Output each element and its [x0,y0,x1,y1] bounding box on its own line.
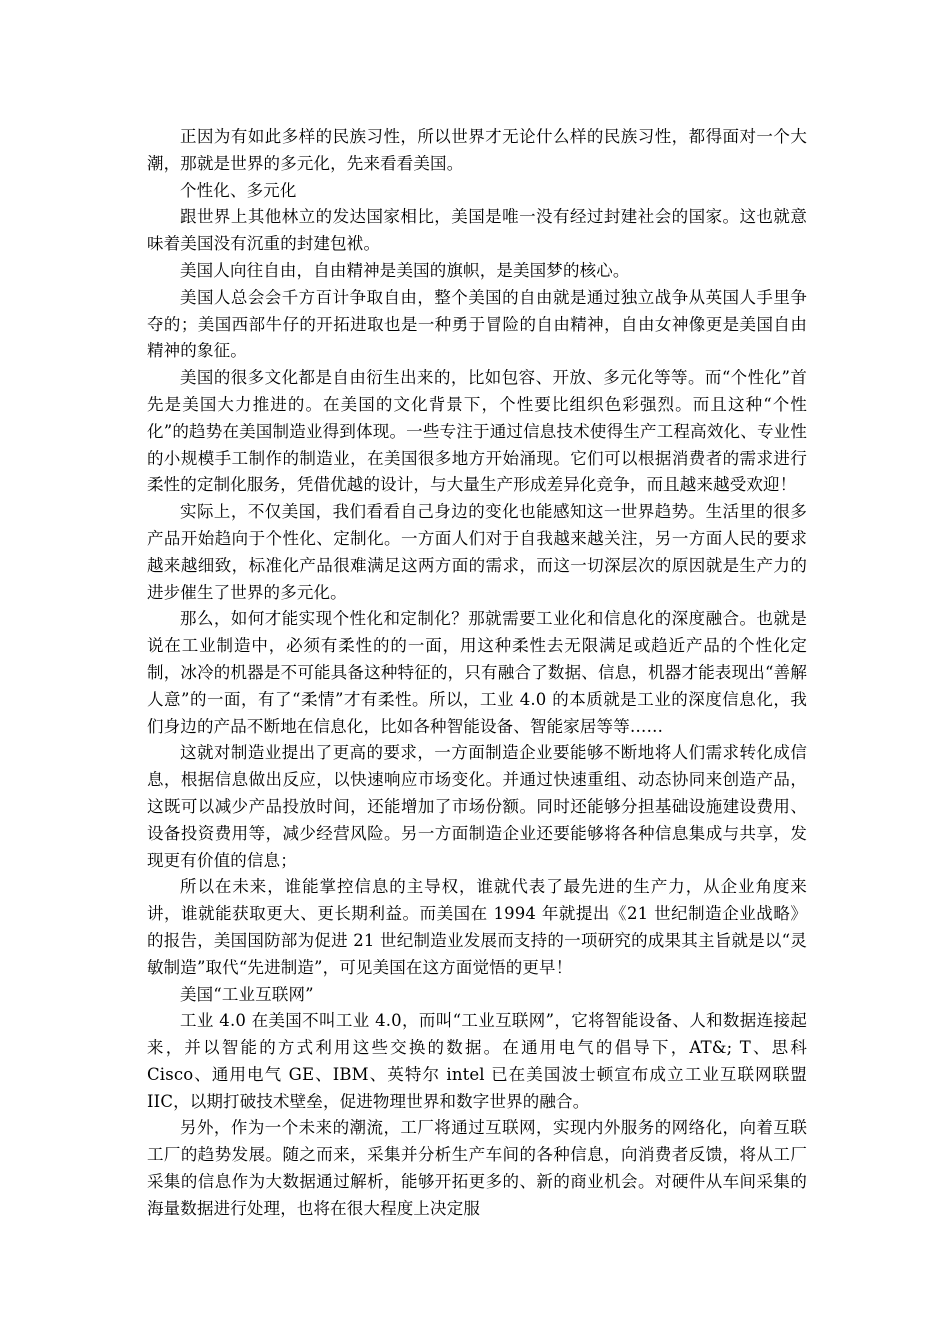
paragraph: 美国人向往自由，自由精神是美国的旗帜，是美国梦的核心。 [180,260,630,280]
paragraph: 正因为有如此多样的民族习性，所以世界才无论什么样的民族习性，都得面对一个大潮，那就是世界的多元化，先来看看美国。 [147,127,807,173]
paragraph: 跟世界上其他林立的发达国家相比，美国是唯一没有经过封建社会的国家。这也就意味着美国没有沉重的封建包袱。 [147,207,807,254]
paragraph: 美国人总会会千方百计争取自由，整个美国的自由就是通过独立战争从英国人手里争夺的；美国西部牛仔的开拓进取也是一种勇于冒险的自由精神，自由女神像更是美国自由精神的象征。 [147,287,807,361]
section-heading: 个性化、多元化 [180,180,297,200]
paragraph: 那么，如何才能实现个性化和定制化？那就需要工业化和信息化的深度融合。也就是说在工业制造中，必须有柔性的的一面，用这种柔性去无限满足或趋近产品的个性化定制，冰冷的机器是不可能具备这种特征的，只有融合了数据、信息，机器才能表现出“善解人意”的一面，有了“柔情”才有柔性。所以，工业 4.0 的本质就是工业的深度信息化，我们身边的产品不断地在信息化，比如各种智能设备、智能家居等等…… [147,609,807,736]
paragraph: 美国的很多文化都是自由衍生出来的，比如包容、开放、多元化等等。而“个性化”首先是美国大力推进的。在美国的文化背景下，个性要比组织色彩强烈。而且这种“个性化”的趋势在美国制造业得到体现。一些专注于通过信息技术使得生产工程高效化、专业性的小规模手工制作的制造业，在美国很多地方开始涌现。它们可以根据消费者的需求进行柔性的定制化服务，凭借优越的设计，与大量生产形成差异化竞争，而且越来越受欢迎！ [147,368,807,495]
paragraph: 这就对制造业提出了更高的要求，一方面制造企业要能够不断地将人们需求转化成信息，根据信息做出反应，以快速响应市场变化。并通过快速重组、动态协同来创造产品，这既可以减少产品投放时间，还能增加了市场份额。同时还能够分担基础设施建设费用、设备投资费用等，减少经营风险。另一方面制造企业还要能够将各种信息集成与共享，发现更有价值的信息； [147,743,807,870]
paragraph: 所以在未来，谁能掌控信息的主导权，谁就代表了最先进的生产力，从企业角度来讲，谁就能获取更大、更长期利益。而美国在 1994 年就提出《21 世纪制造企业战略》的报告，美国国防部为促进 21 世纪制造业发展而支持的一项研究的成果其主旨就是以“灵敏制造”取代“先进制造”，可见美国在这方面觉悟的更早！ [147,877,807,977]
document-page [147,124,807,1223]
paragraph: 工业 4.0 在美国不叫工业 4.0，而叫“工业互联网”，它将智能设备、人和数据连接起来，并以智能的方式利用这些交换的数据。在通用电气的倡导下，AT&; T、思科 Cisco、通用电气 GE、IBM、英特尔 intel 已在美国波士顿宣布成立工业互联网联盟 IIC，以期打破技术壁垒，促进物理世界和数字世界的融合。 [147,1011,807,1111]
paragraph: 另外，作为一个未来的潮流，工厂将通过互联网，实现内外服务的网络化，向着互联工厂的趋势发展。随之而来，采集并分析生产车间的各种信息，向消费者反馈，将从工厂采集的信息作为大数据通过解析，能够开拓更多的、新的商业机会。对硬件从车间采集的海量数据进行处理，也将在很大程度上决定服 [147,1118,807,1218]
section-heading: 美国“工业互联网” [180,984,314,1004]
paragraph: 实际上，不仅美国，我们看看自己身边的变化也能感知这一世界趋势。生活里的很多产品开始趋向于个性化、定制化。一方面人们对于自我越来越关注，另一方面人民的要求越来越细致，标准化产品很难满足这两方面的需求，而这一切深层次的原因就是生产力的进步催生了世界的多元化。 [147,502,807,602]
